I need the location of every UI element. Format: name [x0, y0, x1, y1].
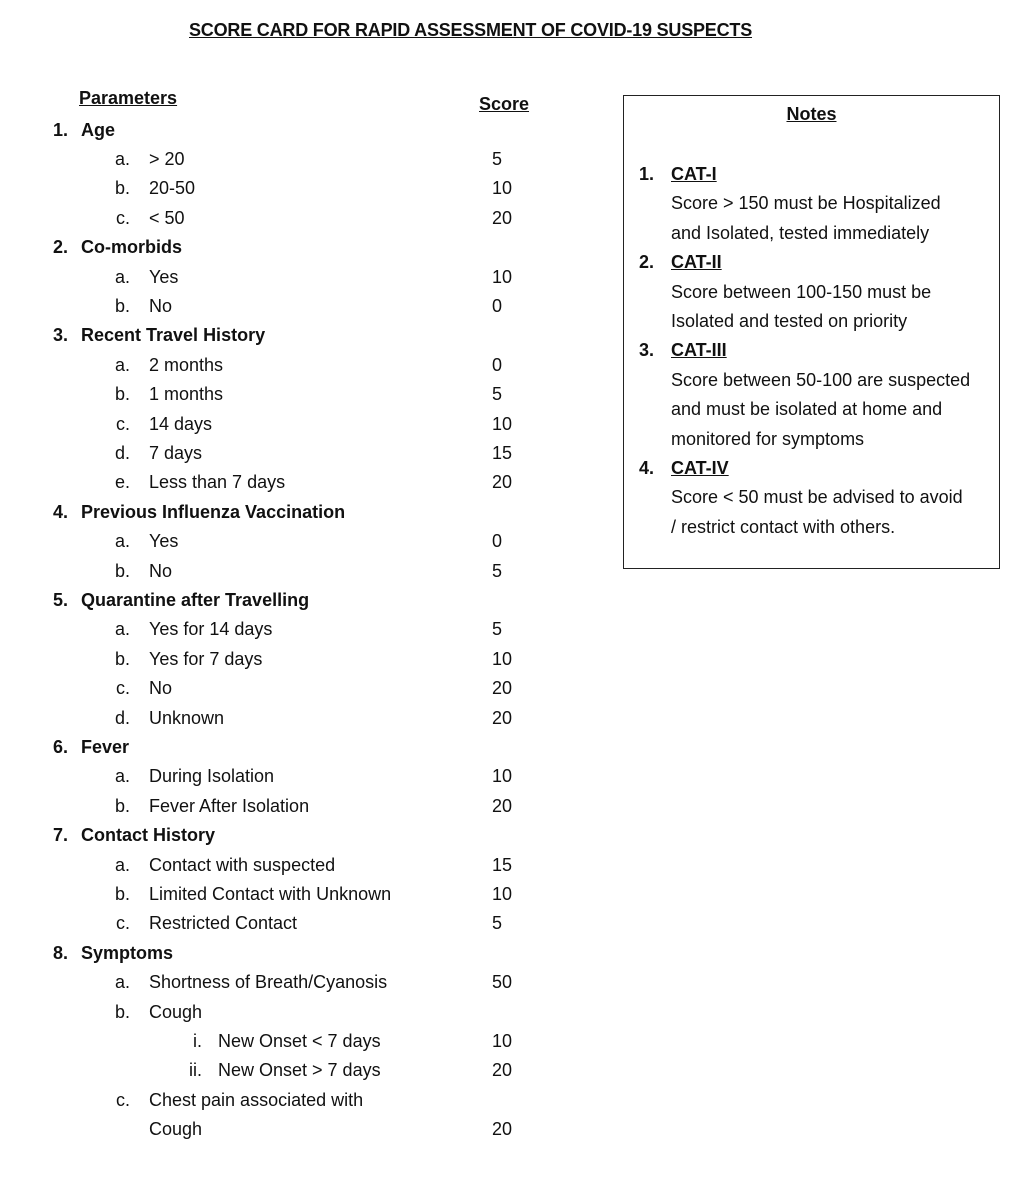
note-number: 1.	[638, 164, 654, 184]
item-row	[0, 1086, 600, 1115]
item-score: 20	[492, 1119, 513, 1140]
note-category: CAT-II	[671, 252, 722, 273]
item-label: 7 days	[149, 442, 203, 463]
category-row	[0, 498, 600, 527]
item-label: Fever After Isolation	[149, 795, 310, 816]
item-number: a.	[114, 766, 130, 787]
subitem-label: New Onset < 7 days	[218, 1030, 381, 1051]
item-score: 5	[492, 384, 503, 405]
item-score: 15	[492, 442, 513, 463]
item-label: 2 months	[149, 354, 224, 375]
item-number: a.	[114, 531, 130, 552]
item-row	[0, 439, 600, 468]
item-number: e.	[114, 472, 130, 493]
note-category: CAT-III	[671, 340, 727, 361]
note-line-text: and Isolated, tested immediately	[671, 222, 930, 243]
item-label: > 20	[149, 148, 185, 169]
item-number: d.	[114, 442, 130, 463]
note-line-text: Score between 50-100 are suspected	[671, 369, 971, 390]
score-header: Score	[479, 94, 530, 114]
page-title: SCORE CARD FOR RAPID ASSESSMENT OF COVID-19 SUSPECTS	[189, 20, 753, 40]
item-label: During Isolation	[149, 766, 275, 787]
category-row	[0, 116, 600, 145]
item-number: b.	[114, 648, 130, 669]
item-label: 20-50	[149, 178, 196, 199]
item-score: 10	[492, 648, 513, 669]
note-category: CAT-I	[671, 164, 717, 184]
item-label: Limited Contact with Unknown	[149, 883, 392, 904]
category-row	[0, 821, 600, 850]
category-label: Quarantine after Travelling	[81, 589, 310, 610]
item-row-continuation	[0, 1115, 600, 1144]
item-score: 5	[492, 560, 503, 581]
item-score: 20	[492, 707, 513, 728]
category-number: 4.	[52, 501, 68, 522]
item-score: 10	[492, 883, 513, 904]
item-label: Yes	[149, 531, 179, 552]
category-row	[0, 733, 600, 762]
item-row	[0, 468, 600, 497]
category-number: 1.	[52, 119, 68, 140]
subitem-row	[0, 1027, 600, 1056]
item-score: 5	[492, 148, 503, 169]
item-label: 14 days	[149, 413, 213, 434]
category-row	[0, 939, 600, 968]
item-label: 1 months	[149, 384, 224, 405]
item-score: 0	[492, 295, 503, 316]
category-label: Previous Influenza Vaccination	[81, 501, 346, 522]
item-number: b.	[114, 178, 130, 199]
item-number: c.	[115, 207, 130, 228]
item-row	[0, 351, 600, 380]
item-label: Yes	[149, 266, 179, 287]
item-label: Yes for 14 days	[149, 619, 273, 640]
item-row	[0, 204, 600, 233]
subitem-score: 10	[492, 1030, 513, 1051]
note-number: 2.	[638, 252, 654, 273]
item-row	[0, 762, 600, 791]
note-line-text: Score < 50 must be advised to avoid	[671, 487, 963, 508]
item-label: Contact with suspected	[149, 854, 336, 875]
item-score: 50	[492, 972, 513, 993]
category-number: 2.	[52, 237, 68, 258]
item-number: b.	[114, 795, 130, 816]
item-row	[0, 410, 600, 439]
subitem-label: New Onset > 7 days	[218, 1060, 381, 1081]
notes-title: Notes	[786, 104, 837, 124]
item-row	[0, 263, 600, 292]
item-score: 15	[492, 854, 513, 875]
item-score: 20	[492, 678, 513, 699]
item-row	[0, 674, 600, 703]
category-number: 7.	[52, 825, 68, 846]
item-score: 10	[492, 766, 513, 787]
item-number: a.	[114, 972, 130, 993]
category-label: Co-morbids	[81, 237, 182, 258]
item-score: 10	[492, 178, 513, 199]
item-label: Cough	[149, 1001, 203, 1022]
item-number: a.	[114, 354, 130, 375]
item-score: 20	[492, 795, 513, 816]
item-label: < 50	[149, 207, 185, 228]
note-line-text: Score > 150 must be Hospitalized	[671, 193, 941, 214]
item-score: 10	[492, 266, 513, 287]
note-line-text: / restrict contact with others.	[671, 516, 896, 537]
item-number: c.	[115, 1089, 130, 1110]
item-score: 5	[492, 913, 503, 934]
item-row	[0, 909, 600, 938]
item-number: c.	[115, 913, 130, 934]
item-score: 0	[492, 531, 503, 552]
item-label: No	[149, 560, 173, 581]
item-row	[0, 704, 600, 733]
item-row	[0, 851, 600, 880]
item-number: c.	[115, 678, 130, 699]
subitem-number: ii.	[189, 1060, 202, 1081]
notes-box	[623, 95, 1000, 569]
category-number: 6.	[52, 736, 68, 757]
item-number: b.	[114, 295, 130, 316]
item-score: 0	[492, 354, 503, 375]
note-line-text: and must be isolated at home and	[671, 399, 943, 420]
note-line-text: monitored for symptoms	[671, 428, 865, 449]
subitem-row	[0, 1056, 600, 1085]
item-score: 5	[492, 619, 503, 640]
category-label: Recent Travel History	[81, 325, 266, 346]
item-number: a.	[114, 619, 130, 640]
item-label: Unknown	[149, 707, 225, 728]
item-number: a.	[114, 854, 130, 875]
item-label: Less than 7 days	[149, 472, 286, 493]
category-label: Age	[81, 119, 116, 140]
note-number: 4.	[638, 458, 654, 478]
item-row	[0, 792, 600, 821]
item-row	[0, 880, 600, 909]
category-label: Contact History	[81, 825, 216, 846]
note-line-text: Score between 100-150 must be	[671, 281, 932, 302]
item-row	[0, 968, 600, 997]
item-row	[0, 145, 600, 174]
item-score: 20	[492, 207, 513, 228]
item-row	[0, 557, 600, 586]
category-row	[0, 586, 600, 615]
note-line-text: Isolated and tested on priority	[671, 311, 908, 331]
item-row	[0, 380, 600, 409]
item-number: a.	[114, 148, 130, 169]
item-number: b.	[114, 384, 130, 405]
note-category: CAT-IV	[671, 458, 729, 478]
category-row	[0, 321, 600, 350]
category-row	[0, 233, 600, 262]
item-label: Chest pain associated with	[149, 1089, 364, 1110]
item-row	[0, 174, 600, 203]
item-row	[0, 615, 600, 644]
item-number: b.	[114, 560, 130, 581]
item-number: b.	[114, 883, 130, 904]
item-number: c.	[115, 413, 130, 434]
item-label: Restricted Contact	[149, 913, 298, 934]
category-number: 8.	[52, 942, 68, 963]
note-number: 3.	[638, 340, 654, 361]
item-number: b.	[114, 1001, 130, 1022]
item-row	[0, 527, 600, 556]
subitem-number: i.	[193, 1030, 202, 1051]
category-label: Fever	[81, 736, 130, 757]
item-number: d.	[114, 707, 130, 728]
item-score: 20	[492, 472, 513, 493]
item-label: No	[149, 295, 173, 316]
item-row	[0, 998, 600, 1027]
parameters-header: Parameters	[79, 88, 178, 108]
category-number: 3.	[52, 325, 68, 346]
item-label: Yes for 7 days	[149, 648, 263, 669]
item-row	[0, 645, 600, 674]
item-row	[0, 292, 600, 321]
item-label: No	[149, 678, 173, 699]
item-score: 10	[492, 413, 513, 434]
item-label-continuation: Cough	[149, 1119, 203, 1140]
category-number: 5.	[52, 589, 68, 610]
category-label: Symptoms	[81, 942, 174, 963]
item-label: Shortness of Breath/Cyanosis	[149, 972, 388, 993]
item-number: a.	[114, 266, 130, 287]
subitem-score: 20	[492, 1060, 513, 1081]
